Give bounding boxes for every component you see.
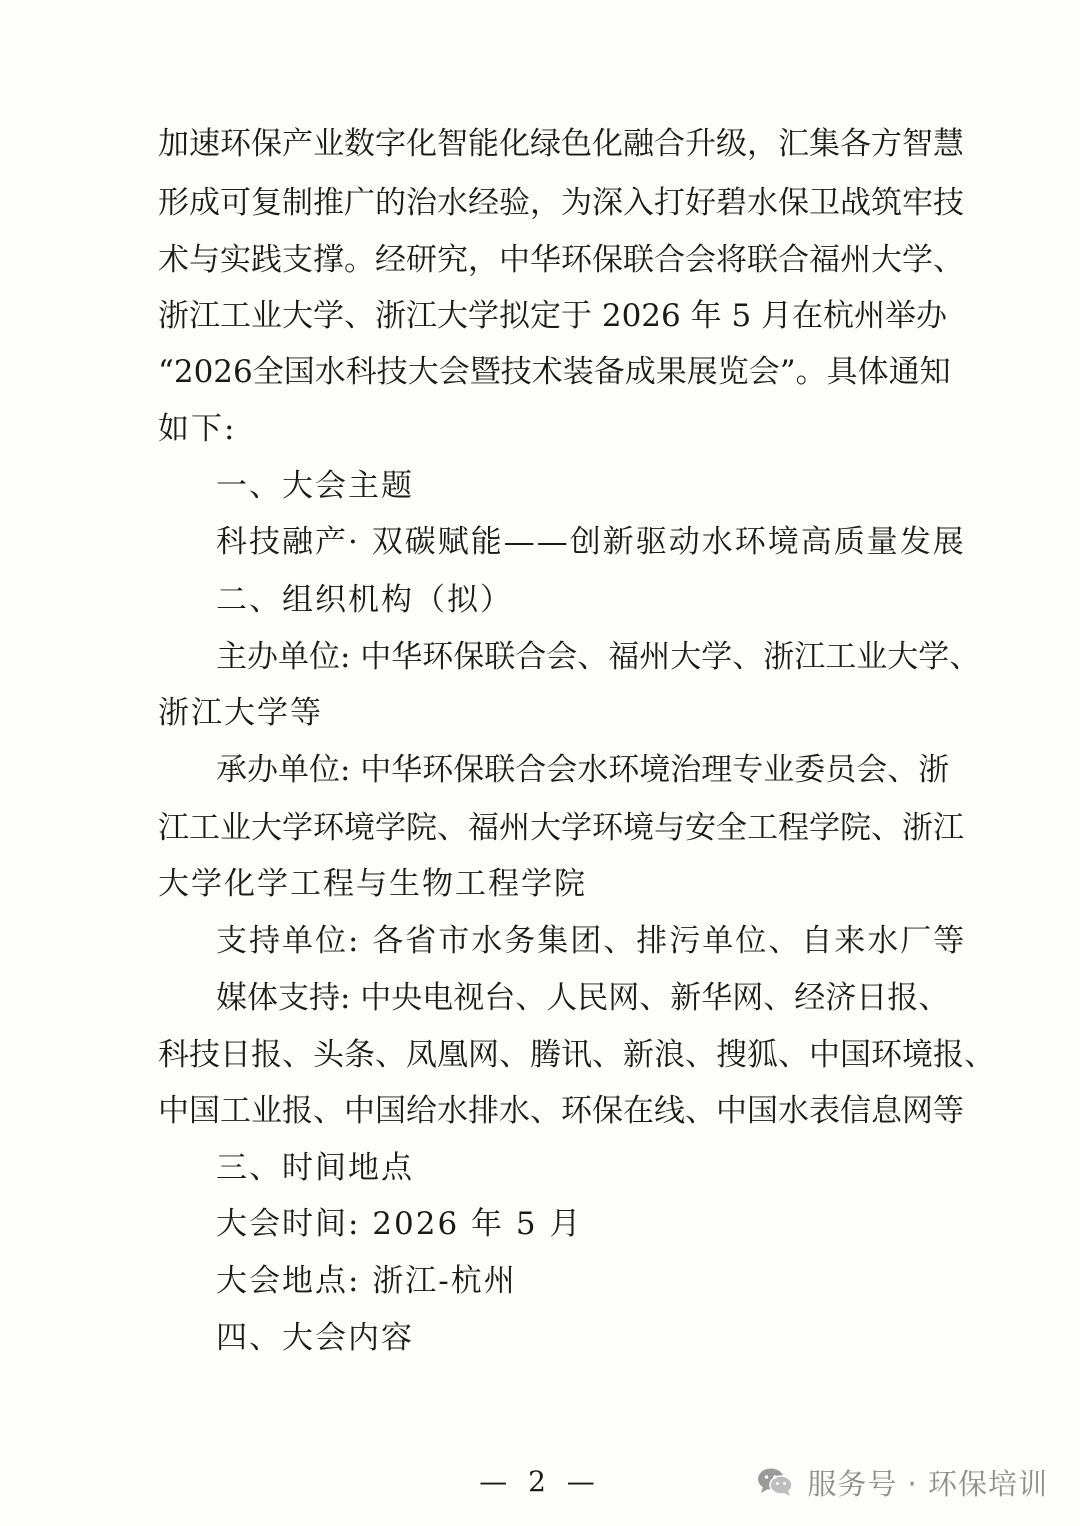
watermark-text: 服务号 · 环保培训 (807, 1466, 1048, 1501)
wechat-icon (757, 1467, 793, 1497)
host-units-line-2: 浙江大学等 (158, 695, 323, 731)
organizer-units-line-1: 承办单位: 中华环保联合会水环境治理专业委员会、浙 (216, 752, 950, 788)
organizer-units-line-2: 江工业大学环境学院、福州大学环境与安全工程学院、浙江 (158, 810, 964, 846)
body-line-4: 浙江工业大学、浙江大学拟定于 2026 年 5 月在杭州举办 (158, 298, 948, 334)
section-heading-content: 四、大会内容 (216, 1320, 414, 1356)
support-units: 支持单位: 各省市水务集团、排污单位、自来水厂等 (216, 923, 967, 959)
section-heading-organization: 二、组织机构（拟） (216, 582, 513, 618)
media-support-line-3: 中国工业报、中国给水排水、环保在线、中国水表信息网等 (158, 1093, 964, 1129)
conference-time: 大会时间: 2026 年 5 月 (216, 1206, 583, 1242)
body-line-2: 形成可复制推广的治水经验，为深入打好碧水保卫战筑牢技 (158, 185, 964, 221)
organizer-units-line-3: 大学化学工程与生物工程学院 (158, 866, 587, 902)
media-support-line-2: 科技日报、头条、凤凰网、腾讯、新浪、搜狐、中国环境报、 (158, 1037, 995, 1073)
body-line-3: 术与实践支撑。经研究，中华环保联合会将联合福州大学、 (158, 242, 964, 278)
body-line-6: 如下: (158, 411, 237, 447)
body-line-5: “2026全国水科技大会暨技术装备成果展览会”。具体通知 (158, 354, 951, 390)
page-number: — 2 — (479, 1465, 601, 1498)
watermark (757, 1462, 1048, 1502)
media-support-line-1: 媒体支持: 中央电视台、人民网、新华网、经济日报、 (216, 980, 950, 1016)
body-line-1: 加速环保产业数字化智能化绿色化融合升级，汇集各方智慧 (158, 126, 964, 162)
section-heading-theme: 一、大会主题 (216, 468, 414, 504)
host-units-line-1: 主办单位: 中华环保联合会、福州大学、浙江工业大学、 (216, 639, 981, 675)
section-heading-time-place: 三、时间地点 (216, 1150, 414, 1186)
conference-location: 大会地点: 浙江-杭州 (216, 1263, 517, 1299)
theme-text: 科技融产· 双碳赋能——创新驱动水环境高质量发展 (216, 524, 966, 560)
